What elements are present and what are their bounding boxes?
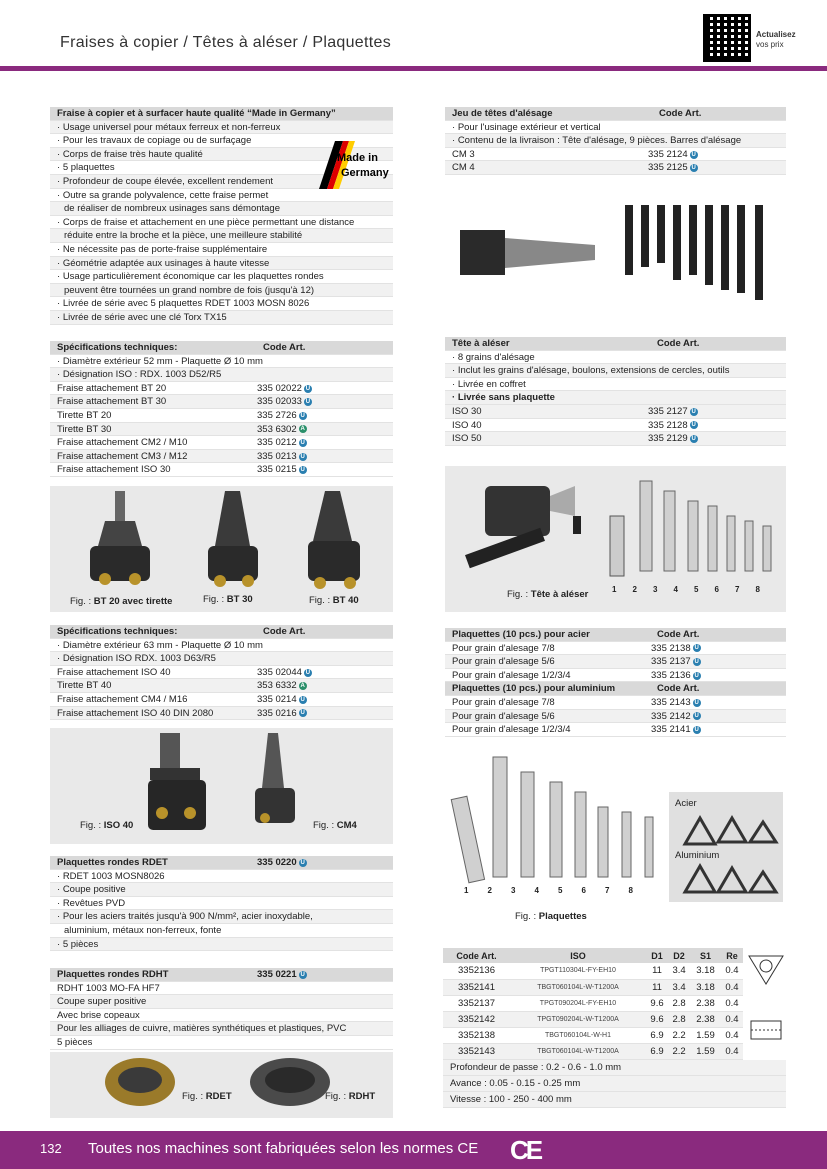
list-item: Avec brise copeaux bbox=[50, 1009, 393, 1023]
column-header: S1 bbox=[690, 948, 721, 963]
bullet-item: · RDET 1003 MOSN8026 bbox=[50, 870, 393, 884]
footer-text: Toutes nos machines sont fabriquées selon les normes CE bbox=[88, 1140, 479, 1157]
column-header: Code Art. bbox=[443, 948, 510, 963]
code-cell: 353 6332 A bbox=[257, 680, 305, 692]
bullet-item: · Désignation ISO RDX. 1003 D63/R5 bbox=[50, 652, 393, 666]
table-row bbox=[443, 995, 743, 1011]
table-row: ISO 30 335 2127 U bbox=[445, 405, 786, 419]
table-cell: 2.8 bbox=[668, 1011, 690, 1027]
rdet-table bbox=[50, 856, 393, 951]
spec-footer-line: Profondeur de passe : 0.2 - 0.6 - 1.0 mm bbox=[443, 1060, 786, 1076]
status-dot-icon: U bbox=[300, 710, 305, 717]
status-dot-icon: U bbox=[691, 151, 696, 158]
bullet-item: · Contenu de la livraison : Tête d'alésage, 9 pièces. Barres d'alésage bbox=[445, 134, 786, 148]
figure-plaquettes bbox=[445, 752, 786, 930]
table-cell: 2.2 bbox=[668, 1043, 690, 1059]
table-cell: 2.38 bbox=[690, 995, 721, 1011]
table-row: CM 3 335 2124 U bbox=[445, 148, 786, 162]
table-row: Tirette BT 30 353 6302 A bbox=[50, 423, 393, 437]
table-cell: 3.4 bbox=[668, 979, 690, 995]
table-row bbox=[443, 1011, 743, 1027]
spec1-table bbox=[50, 341, 393, 477]
status-dot-icon: U bbox=[305, 669, 311, 676]
acier-label: Acier bbox=[675, 798, 697, 809]
table-cell: 3352136 bbox=[443, 963, 510, 979]
bullet-item: · 5 pièces bbox=[50, 938, 393, 952]
figure-jeu bbox=[445, 190, 786, 325]
table-cell: 1.59 bbox=[690, 1027, 721, 1043]
code-cell: 335 2125 U bbox=[648, 162, 696, 174]
table-row: ISO 50 335 2129 U bbox=[445, 432, 786, 446]
status-dot-icon: U bbox=[691, 408, 696, 415]
bullet-item: · Profondeur de coupe élevée, excellent rendement bbox=[50, 175, 393, 189]
plaq-acier-table bbox=[445, 628, 786, 737]
list-item: Pour les alliages de cuivre, matières synthétiques et plastiques, PVC bbox=[50, 1022, 393, 1036]
status-dot-icon: U bbox=[300, 439, 305, 446]
rdht-title: Plaquettes rondes RDHT bbox=[57, 969, 169, 980]
code-cell: 335 2129 U bbox=[648, 433, 696, 445]
column-header: Re bbox=[721, 948, 743, 963]
figure-number: 7 bbox=[605, 886, 610, 895]
status-dot-icon: U bbox=[691, 165, 696, 172]
table-row: CM 4 335 2125 U bbox=[445, 161, 786, 175]
table-cell: TBGT060104L-W-T1200A bbox=[510, 979, 646, 995]
column-header: D2 bbox=[668, 948, 690, 963]
table-cell: 0.4 bbox=[721, 1011, 743, 1027]
status-dot-icon: U bbox=[691, 422, 696, 429]
figure-number: 5 bbox=[558, 886, 563, 895]
spec2-code-head: Code Art. bbox=[263, 626, 306, 637]
table-cell: 3.18 bbox=[690, 979, 721, 995]
figure-number: 1 bbox=[612, 585, 617, 594]
spec-footer-line: Vitesse : 100 - 250 - 400 mm bbox=[443, 1092, 786, 1108]
code-cell: 335 0215 U bbox=[257, 464, 305, 476]
status-dot-icon: U bbox=[300, 453, 305, 460]
bullet-item: réduite entre la broche et la pièce, une meilleure stabilité bbox=[50, 229, 393, 243]
status-dot-icon: A bbox=[300, 426, 305, 433]
rdht-code: 335 0221 U bbox=[257, 969, 305, 980]
table-cell: 0.4 bbox=[721, 995, 743, 1011]
bullet-item: · Pour les travaux de copiage ou de surfaçage bbox=[50, 134, 393, 148]
fig-rdet-caption: Fig. : RDET bbox=[182, 1091, 232, 1102]
table-cell: 3352138 bbox=[443, 1027, 510, 1043]
table-cell: 9.6 bbox=[646, 995, 668, 1011]
bullet-item: · Corps de fraise et attachement en une pièce permettant une distance bbox=[50, 216, 393, 230]
bullet-item: · Diamètre extérieur 63 mm - Plaquette Ø 10 mm bbox=[50, 639, 393, 653]
bullet-item: · Pour les aciers traités jusqu'à 900 N/mm², acier inoxydable, bbox=[50, 910, 393, 924]
table-row: Fraise attachement ISO 30 335 0215 U bbox=[50, 463, 393, 477]
table-row: ISO 40 335 2128 U bbox=[445, 419, 786, 433]
fig-tete-caption: Fig. : Tête à aléser bbox=[507, 589, 589, 600]
status-dot-icon: U bbox=[691, 435, 696, 442]
bullet-item: peuvent être tournées un grand nombre de fois (jusqu'à 12) bbox=[50, 284, 393, 298]
table-cell: TPGT110304L-FY-EH10 bbox=[510, 963, 646, 979]
header-bar bbox=[0, 66, 827, 71]
table-cell: 6.9 bbox=[646, 1027, 668, 1043]
jeu-title: Jeu de têtes d'alésage bbox=[452, 108, 553, 119]
page-title: Fraises à copier / Têtes à aléser / Plaquettes bbox=[60, 34, 391, 51]
bullet-item: · Outre sa grande polyvalence, cette fraise permet bbox=[50, 189, 393, 203]
code-cell: 335 0214 U bbox=[257, 693, 305, 705]
figure-number: 3 bbox=[653, 585, 658, 594]
table-row: Fraise attachement CM4 / M16 335 0214 U bbox=[50, 693, 393, 707]
table-row: Fraise attachement ISO 40 335 02044 U bbox=[50, 666, 393, 680]
figure-number: 2 bbox=[487, 886, 492, 895]
fig-rdht-caption: Fig. : RDHT bbox=[325, 1091, 376, 1102]
table-row bbox=[443, 1027, 743, 1043]
code-cell: 335 02033 U bbox=[257, 396, 311, 408]
bullet-item: · Usage universel pour métaux ferreux et non-ferreux bbox=[50, 121, 393, 135]
fig-plaquettes-caption: Fig. : Plaquettes bbox=[515, 911, 587, 922]
table-row: Fraise attachement CM2 / M10 335 0212 U bbox=[50, 436, 393, 450]
table-cell: TPGT090204L-W-T1200A bbox=[510, 1011, 646, 1027]
bullet-item: aluminium, métaux non-ferreux, fonte bbox=[50, 924, 393, 938]
status-dot-icon: U bbox=[305, 385, 311, 392]
status-dot-icon: U bbox=[300, 467, 305, 474]
bullet-item: · Ne nécessite pas de porte-fraise supplémentaire bbox=[50, 243, 393, 257]
table-cell: 3352137 bbox=[443, 995, 510, 1011]
code-cell: 335 0213 U bbox=[257, 450, 305, 462]
table-row: Pour grain d'alesage 5/6 335 2137 U bbox=[445, 655, 786, 669]
code-cell: 335 02044 U bbox=[257, 666, 311, 678]
bullet-item: · Coupe positive bbox=[50, 883, 393, 897]
table-row: Pour grain d'alesage 1/2/3/4 335 2136 U bbox=[445, 669, 786, 683]
table-cell: 11 bbox=[646, 979, 668, 995]
bullet-item: · 5 plaquettes bbox=[50, 161, 393, 175]
plaq-acier-title: Plaquettes (10 pcs.) pour acier bbox=[452, 629, 590, 640]
bullet-item: · Géométrie adaptée aux usinages à haute vitesse bbox=[50, 257, 393, 271]
figure-number: 7 bbox=[735, 585, 740, 594]
table-cell: TPGT090204L-FY-EH10 bbox=[510, 995, 646, 1011]
list-item: 5 pièces bbox=[50, 1036, 393, 1050]
insert-diagram bbox=[745, 946, 787, 1066]
figure-number: 8 bbox=[628, 886, 633, 895]
figure-number: 2 bbox=[632, 585, 637, 594]
code-cell: 335 2143 U bbox=[651, 696, 699, 708]
fig-bt40-caption: Fig. : BT 40 bbox=[309, 595, 359, 606]
qr-label: Actualisez vos prix bbox=[756, 30, 796, 49]
fig-bt30-caption: Fig. : BT 30 bbox=[203, 594, 253, 605]
insert-spec-table bbox=[443, 948, 786, 1108]
tete-code-head: Code Art. bbox=[657, 338, 700, 349]
table-cell: TBGT060104L-W-T1200A bbox=[510, 1043, 646, 1059]
table-row bbox=[443, 979, 743, 995]
fig-cm4-caption: Fig. : CM4 bbox=[313, 820, 357, 831]
table-row: Fraise attachement BT 20 335 02022 U bbox=[50, 382, 393, 396]
column-header: D1 bbox=[646, 948, 668, 963]
figure-number: 3 bbox=[511, 886, 516, 895]
bullet-item: · Livrée sans plaquette bbox=[445, 391, 786, 405]
code-cell: 335 2137 U bbox=[651, 656, 699, 668]
fraise-title: Fraise à copier et à surfacer haute qualité “Made in Germany” bbox=[50, 107, 393, 121]
spec1-code-head: Code Art. bbox=[263, 342, 306, 353]
bullet-item: · Inclut les grains d'alésage, boulons, extensions de cercles, outils bbox=[445, 364, 786, 378]
footer-bar bbox=[0, 1131, 827, 1169]
status-dot-icon: A bbox=[300, 683, 305, 690]
rdht-table bbox=[50, 968, 393, 1050]
jeu-code-head: Code Art. bbox=[659, 108, 702, 119]
table-cell: 0.4 bbox=[721, 1043, 743, 1059]
status-dot-icon: U bbox=[694, 658, 699, 665]
table-row: Pour grain d'alesage 7/8 335 2138 U bbox=[445, 642, 786, 656]
spec1-title: Spécifications techniques: bbox=[57, 342, 178, 353]
fig-bt20-caption: Fig. : BT 20 avec tirette bbox=[70, 596, 173, 607]
list-item: RDHT 1003 MO-FA HF7 bbox=[50, 982, 393, 996]
spec-footer-line: Avance : 0.05 - 0.15 - 0.25 mm bbox=[443, 1076, 786, 1092]
table-cell: 0.4 bbox=[721, 979, 743, 995]
bullet-item: · Livrée de série avec 5 plaquettes RDET 1003 MOSN 8026 bbox=[50, 297, 393, 311]
table-cell: 9.6 bbox=[646, 1011, 668, 1027]
status-dot-icon: U bbox=[694, 699, 699, 706]
table-cell: 0.4 bbox=[721, 1027, 743, 1043]
bullet-item: · Pour l'usinage extérieur et vertical bbox=[445, 121, 786, 135]
table-cell: 3352142 bbox=[443, 1011, 510, 1027]
table-cell: 3.18 bbox=[690, 963, 721, 979]
code-cell: 335 0212 U bbox=[257, 437, 305, 449]
figure-number: 6 bbox=[581, 886, 586, 895]
table-row bbox=[443, 963, 743, 979]
figure-number: 4 bbox=[534, 886, 539, 895]
tete-table bbox=[445, 337, 786, 446]
figure-number: 8 bbox=[755, 585, 760, 594]
table-cell: TBGT060104L-W-H1 bbox=[510, 1027, 646, 1043]
table-cell: 2.2 bbox=[668, 1027, 690, 1043]
bullet-item: de réaliser de nombreux usinages sans démontage bbox=[50, 202, 393, 216]
table-cell: 3352143 bbox=[443, 1043, 510, 1059]
table-row: Pour grain d'alesage 1/2/3/4 335 2141 U bbox=[445, 723, 786, 737]
table-cell: 3352141 bbox=[443, 979, 510, 995]
figure-rdet-rdht bbox=[50, 1052, 393, 1118]
ce-mark-icon: CE bbox=[510, 1135, 541, 1165]
spec2-table bbox=[50, 625, 393, 720]
table-cell: 11 bbox=[646, 963, 668, 979]
svg-text:Germany: Germany bbox=[341, 167, 389, 179]
aluminium-label: Aluminium bbox=[675, 850, 720, 861]
status-dot-icon: U bbox=[300, 412, 305, 419]
code-cell: 335 2124 U bbox=[648, 148, 696, 160]
table-cell: 3.4 bbox=[668, 963, 690, 979]
bullet-item: · 8 grains d'alésage bbox=[445, 351, 786, 365]
table-row: Fraise attachement BT 30 335 02033 U bbox=[50, 395, 393, 409]
svg-text:Made in: Made in bbox=[337, 152, 378, 164]
status-dot-icon: U bbox=[694, 713, 699, 720]
fig-iso40-caption: Fig. : ISO 40 bbox=[80, 820, 134, 831]
bullet-item: · Désignation ISO : RDX. 1003 D52/R5 bbox=[50, 368, 393, 382]
table-row: Pour grain d'alesage 5/6 335 2142 U bbox=[445, 710, 786, 724]
status-dot-icon: U bbox=[694, 726, 699, 733]
plaq-acier-code-head: Code Art. bbox=[657, 629, 700, 640]
figure-number: 4 bbox=[673, 585, 678, 594]
tete-title: Tête à aléser bbox=[452, 338, 510, 349]
figure-number: 1 bbox=[464, 886, 469, 895]
bullet-item: · Diamètre extérieur 52 mm - Plaquette Ø 10 mm bbox=[50, 355, 393, 369]
bullet-item: · Revêtues PVD bbox=[50, 897, 393, 911]
code-cell: 335 2128 U bbox=[648, 419, 696, 431]
code-cell: 335 2136 U bbox=[651, 669, 699, 681]
code-cell: 335 02022 U bbox=[257, 382, 311, 394]
table-row bbox=[443, 1043, 743, 1059]
table-row: Tirette BT 40 353 6332 A bbox=[50, 679, 393, 693]
table-cell: 6.9 bbox=[646, 1043, 668, 1059]
code-cell: 335 2138 U bbox=[651, 642, 699, 654]
bullet-item: · Livrée de série avec une clé Torx TX15 bbox=[50, 311, 393, 325]
made-in-germany-logo bbox=[317, 133, 395, 191]
jeu-table bbox=[445, 107, 786, 175]
bullet-item: · Corps de fraise très haute qualité bbox=[50, 148, 393, 162]
rdet-title: Plaquettes rondes RDET bbox=[57, 857, 168, 868]
status-dot-icon: U bbox=[305, 399, 311, 406]
plaq-alu-code-head: Code Art. bbox=[657, 683, 700, 695]
table-cell: 0.4 bbox=[721, 963, 743, 979]
table-cell: 2.8 bbox=[668, 995, 690, 1011]
column-header: ISO bbox=[510, 948, 646, 963]
table-row: Pour grain d'alesage 7/8 335 2143 U bbox=[445, 696, 786, 710]
table-cell: 2.38 bbox=[690, 1011, 721, 1027]
qr-code[interactable] bbox=[703, 14, 751, 62]
code-cell: 335 2127 U bbox=[648, 405, 696, 417]
table-cell: 1.59 bbox=[690, 1043, 721, 1059]
figure-number: 5 bbox=[694, 585, 699, 594]
status-dot-icon: U bbox=[300, 696, 305, 703]
figure-number: 6 bbox=[714, 585, 719, 594]
bullet-item: · Livrée en coffret bbox=[445, 378, 786, 392]
list-item: Coupe super positive bbox=[50, 995, 393, 1009]
code-cell: 335 0216 U bbox=[257, 707, 305, 719]
rdet-code: 335 0220 U bbox=[257, 857, 305, 868]
plaq-alu-title: Plaquettes (10 pcs.) pour aluminium bbox=[452, 683, 616, 695]
code-cell: 335 2726 U bbox=[257, 409, 305, 421]
code-cell: 353 6302 A bbox=[257, 423, 305, 435]
table-row: Tirette BT 20 335 2726 U bbox=[50, 409, 393, 423]
table-row: Fraise attachement ISO 40 DIN 2080 335 0216 U bbox=[50, 707, 393, 721]
spec2-title: Spécifications techniques: bbox=[57, 626, 178, 637]
status-dot-icon: U bbox=[694, 672, 699, 679]
table-row: Fraise attachement CM3 / M12 335 0213 U bbox=[50, 450, 393, 464]
bullet-item: · Usage particulièrement économique car les plaquettes rondes bbox=[50, 270, 393, 284]
code-cell: 335 2141 U bbox=[651, 724, 699, 736]
code-cell: 335 2142 U bbox=[651, 710, 699, 722]
page-number: 132 bbox=[40, 1141, 62, 1156]
status-dot-icon: U bbox=[694, 645, 699, 652]
